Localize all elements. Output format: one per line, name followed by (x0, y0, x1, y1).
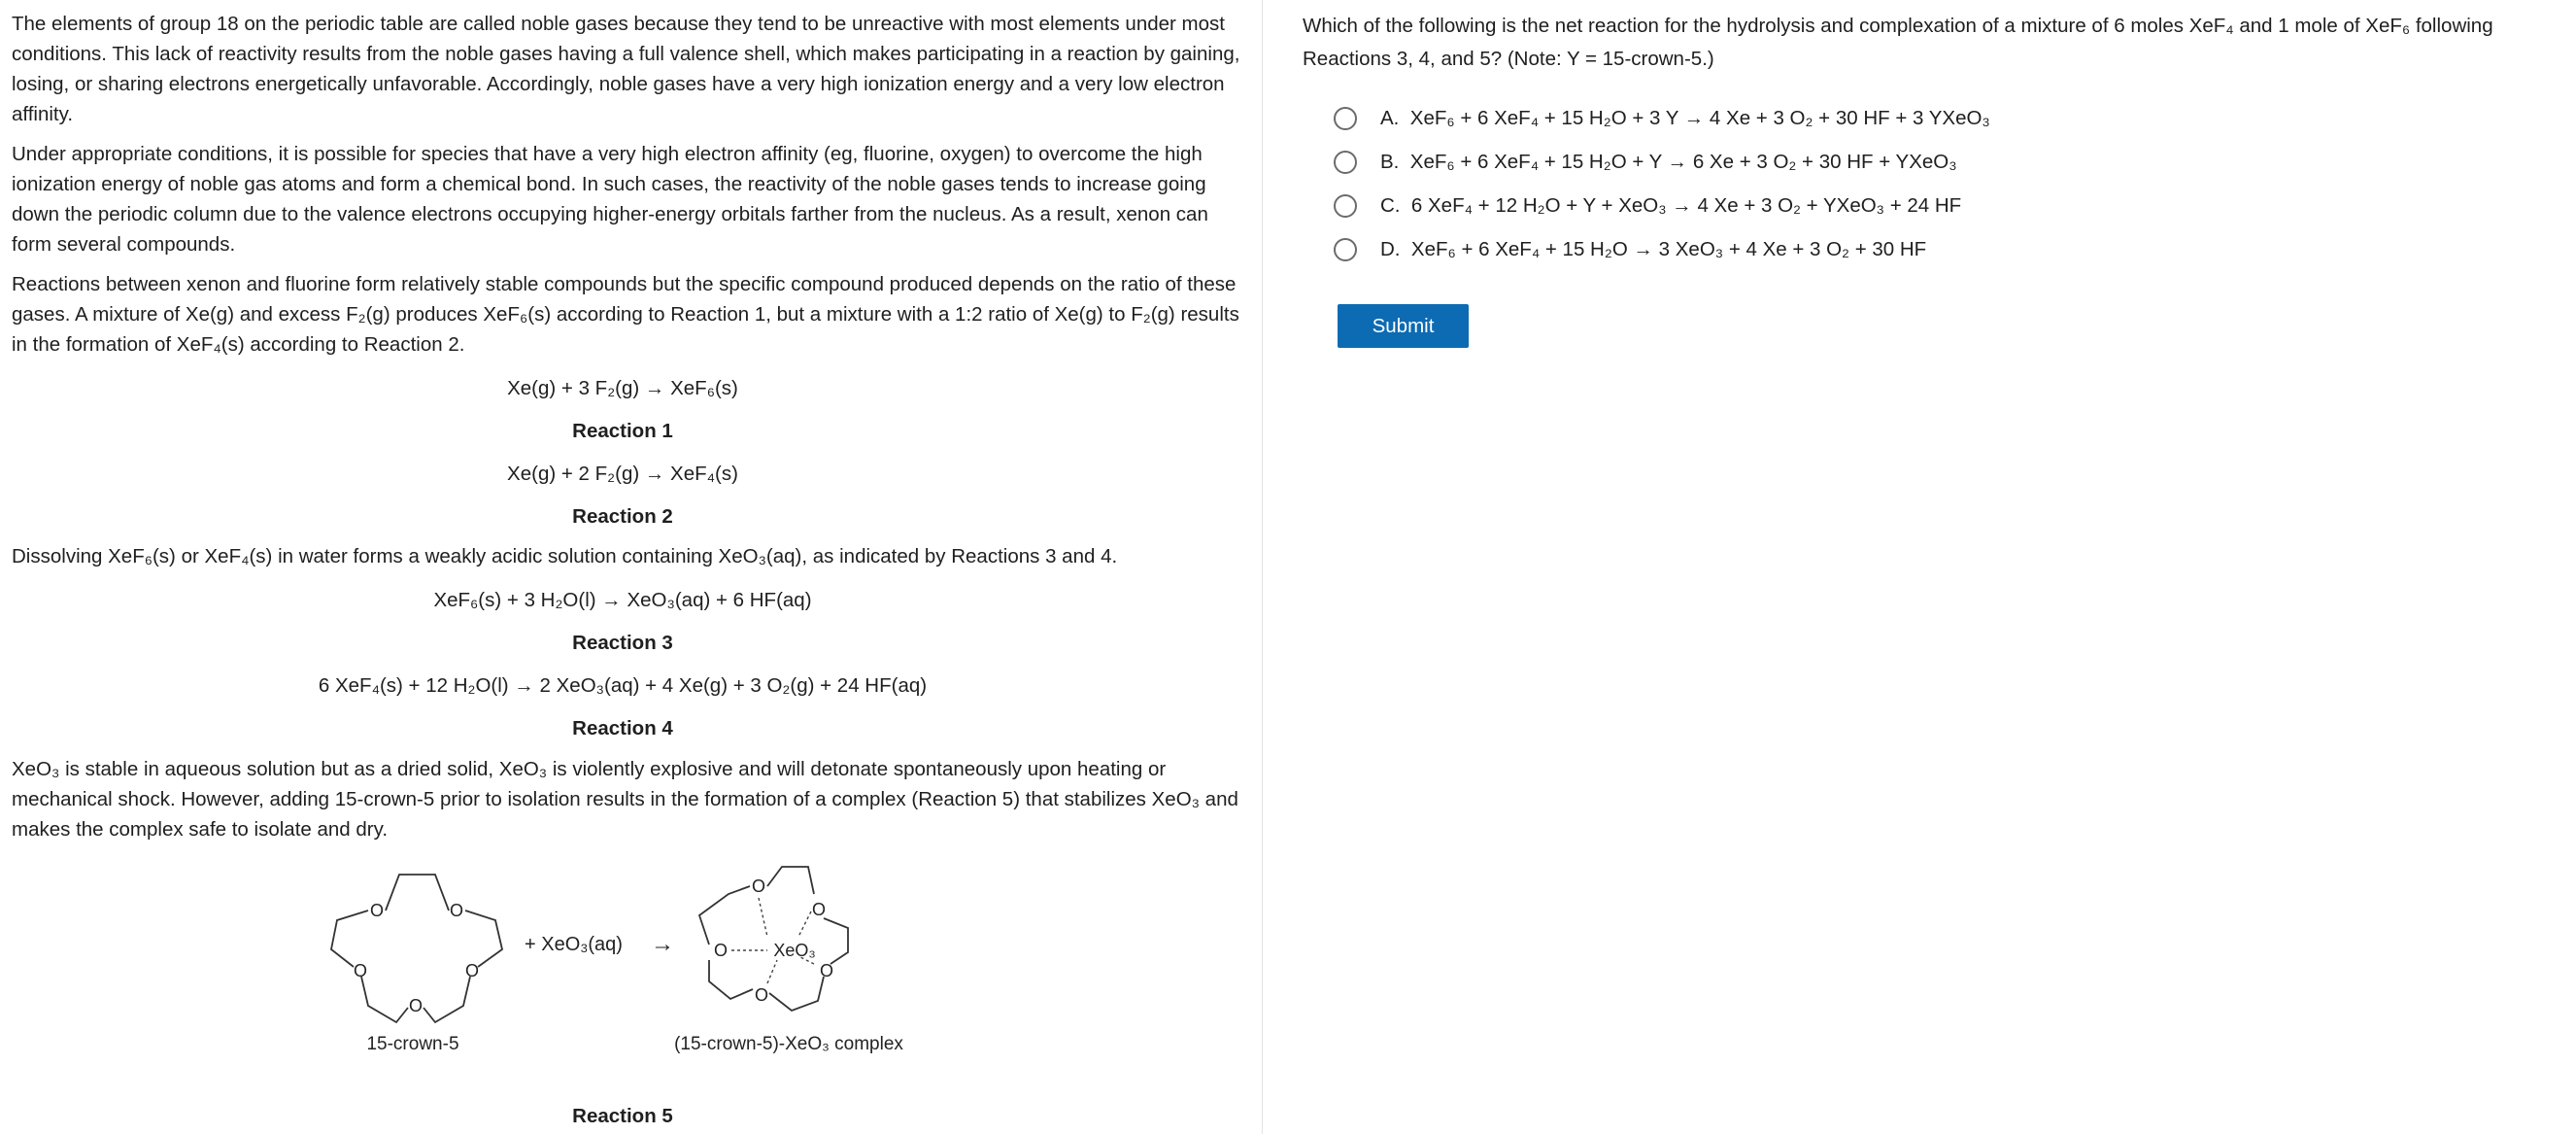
reaction-1-label: Reaction 1 (572, 420, 673, 442)
submit-button[interactable]: Submit (1338, 304, 1469, 348)
figure-arrow: → (651, 931, 674, 957)
complex-oxygen-3: O (811, 900, 827, 919)
complex-oxygen-1: O (713, 941, 729, 960)
complex-bond-4 (769, 977, 824, 1011)
complex-structure (699, 867, 848, 1011)
reaction-3-equation: XeF₆(s) + 3 H₂O(l) → XeO₃(aq) + 6 HF(aq) (433, 589, 812, 611)
choice-a-letter: A. (1380, 107, 1400, 129)
passage-paragraph-2: Under appropriate conditions, it is possible for species that have a very high electron affinity (eg, fluorine, oxygen) to overcome the high ionization energy of noble gas atoms and form a chemical bond. In such cases, the reactivity of the noble gases tends to increase going down the periodic column due to the valence electrons occupying higher-energy orbitals farther from the nucleus. As a result, xenon can form several compounds. (12, 143, 1208, 256)
choice-a-radio[interactable] (1334, 107, 1357, 130)
choice-d-text: XeF₆ + 6 XeF₄ + 15 H₂O → 3 XeO₃ + 4 Xe + 3 O₂ + 30 HF (1410, 238, 1927, 260)
crown-bond-right (465, 911, 502, 967)
reaction-5-figure (0, 855, 1253, 1079)
reaction-2-equation: Xe(g) + 2 F₂(g) → XeF₄(s) (507, 463, 738, 485)
passage-paragraph-5: XeO₃ is stable in aqueous solution but as a dried solid, XeO₃ is violently explosive and will detonate spontaneously upon heating or mechanical shock. However, adding 15-crown-5 prior to isolation results in the formation of a complex (Reaction 5) that stabilizes XeO₃ and makes the complex safe to isolate and dry. (12, 758, 1238, 841)
choice-b-letter: B. (1380, 151, 1400, 173)
crown-bond-top (386, 875, 449, 911)
complex-bond-5 (709, 960, 753, 999)
choice-b-text: XeF₆ + 6 XeF₄ + 15 H₂O + Y → 6 Xe + 3 O₂ + 30 HF + YXeO₃ (1409, 151, 1957, 173)
reaction-2-label: Reaction 2 (572, 505, 673, 528)
reaction-5-label: Reaction 5 (572, 1105, 673, 1127)
crown-oxygen-2: O (449, 901, 464, 920)
passage-paragraph-3: Reactions between xenon and fluorine form relatively stable compounds but the specific compound produced depends on the ratio of these gases. A mixture of Xe(g) and excess F₂(g) produces XeF₆(s) according to Reaction 1, but a mixture with a 1:2 ratio of Xe(g) to F₂(g) results in the formation of XeF₄(s) according to Reaction 2. (12, 273, 1239, 356)
complex-oxygen-2: O (751, 876, 766, 896)
complex-label: (15-crown-5)-XeO₃ complex (674, 1034, 903, 1054)
crown-bond-bottom-left (361, 977, 408, 1022)
crown-oxygen-3: O (464, 961, 480, 980)
choice-d-letter: D. (1380, 238, 1401, 260)
choice-a-text: XeF₆ + 6 XeF₄ + 15 H₂O + 3 Y → 4 Xe + 3 O₂ + 30 HF + 3 YXeO₃ (1409, 107, 1990, 129)
complex-xeo3-center: XeO₃ (773, 941, 816, 960)
choice-d[interactable] (1334, 236, 2208, 267)
choice-b-radio[interactable] (1334, 151, 1357, 174)
reaction-4-label: Reaction 4 (572, 717, 673, 739)
choice-c[interactable] (1334, 192, 2208, 223)
reaction-4-equation: 6 XeF₄(s) + 12 H₂O(l) → 2 XeO₃(aq) + 4 Xe(g) + 3 O₂(g) + 24 HF(aq) (318, 674, 928, 697)
choice-b[interactable] (1334, 149, 2208, 180)
choice-c-radio[interactable] (1334, 194, 1357, 218)
choice-d-radio[interactable] (1334, 238, 1357, 261)
crown-oxygen-4: O (408, 996, 424, 1015)
choice-a[interactable] (1334, 105, 2208, 136)
question-panel (1264, 0, 2576, 1134)
reaction-3-label: Reaction 3 (572, 632, 673, 654)
choice-c-letter: C. (1380, 194, 1401, 217)
complex-oxygen-4: O (819, 961, 834, 980)
reaction-1-equation: Xe(g) + 3 F₂(g) → XeF₆(s) (507, 377, 738, 399)
crown-oxygen-5: O (353, 961, 368, 980)
complex-bond-2 (767, 867, 814, 894)
passage-panel (0, 0, 1263, 1134)
crown-bond-bottom-right (424, 977, 470, 1022)
complex-bond-1 (699, 886, 750, 945)
question-stem: Which of the following is the net reaction for the hydrolysis and complexation of a mixture of 6 moles XeF₄ and 1 mole of XeF₆ following Reactions 3, 4, and 5? (Note: Y = 15-crown-5.) (1303, 15, 2493, 70)
crown-oxygen-1: O (369, 901, 385, 920)
choice-c-text: 6 XeF₄ + 12 H₂O + Y + XeO₃ → 4 Xe + 3 O₂ + YXeO₃ + 24 HF (1410, 194, 1962, 217)
passage-paragraph-1: The elements of group 18 on the periodic table are called noble gases because they tend to be unreactive with most elements under most conditions. This lack of reactivity results from the noble gases having a full valence shell, which makes participating in a reaction by gaining, losing, or sharing electrons energetically unfavorable. Accordingly, noble gases have a very high ionization energy and a very low electron affinity. (12, 13, 1240, 125)
complex-bond-3 (824, 918, 848, 964)
crown-bond-left (331, 911, 368, 967)
crown-ether-label: 15-crown-5 (366, 1034, 459, 1054)
passage-paragraph-4: Dissolving XeF₆(s) or XeF₄(s) in water forms a weakly acidic solution containing XeO₃(aq), as indicated by Reactions 3 and 4. (12, 545, 1118, 567)
complex-oxygen-5: O (754, 985, 769, 1005)
figure-reagent: + XeO₃(aq) (525, 934, 623, 955)
